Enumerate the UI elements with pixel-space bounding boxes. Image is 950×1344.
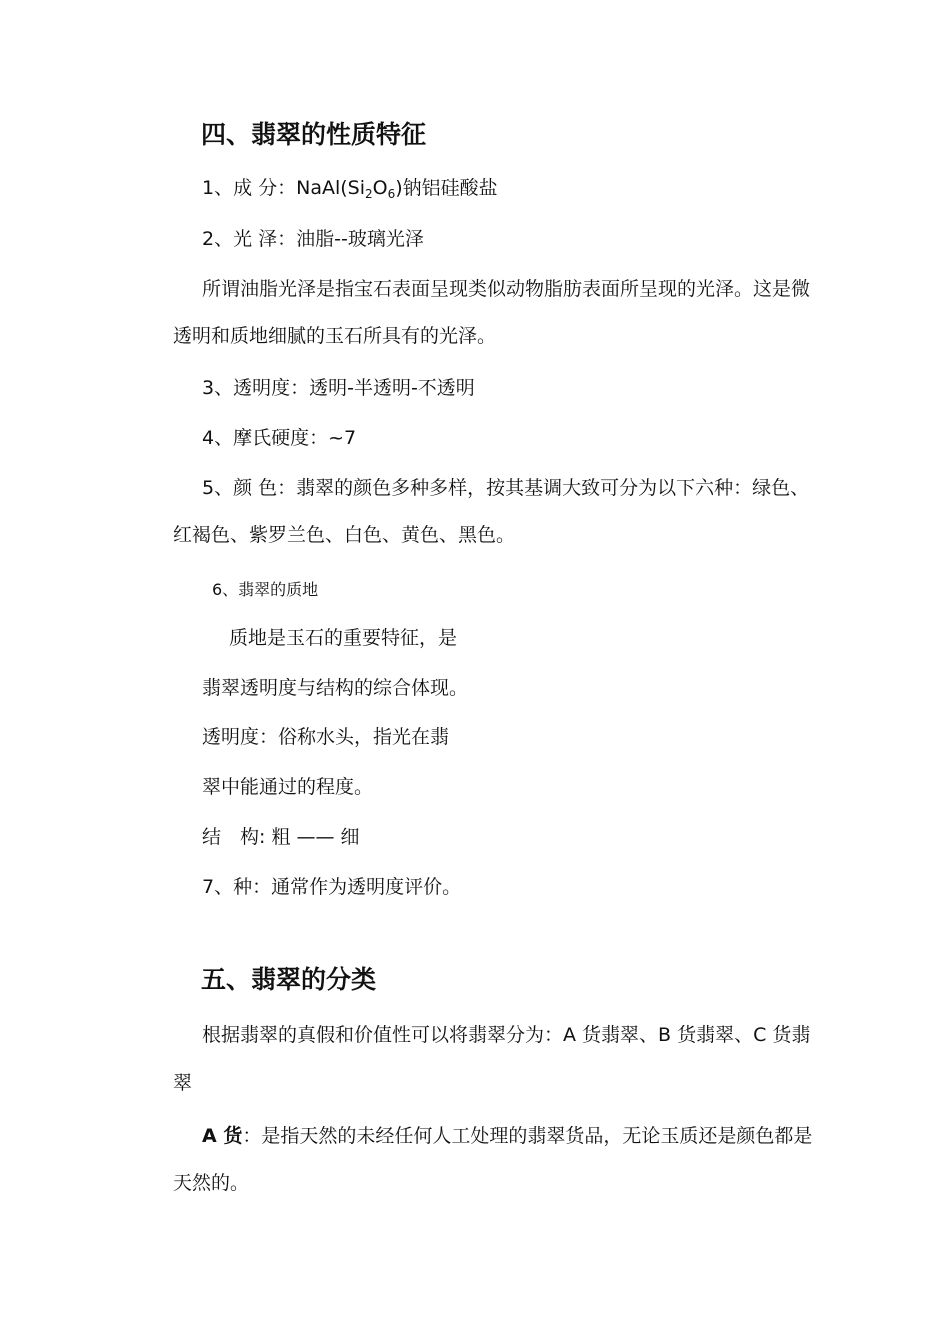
- composition-line: 1、成 分：$NaAl(Si_2O_6)$钠铝硅酸盐: [202, 177, 498, 201]
- texture-line-c: 透明度：俗称水头，指光在翡: [202, 726, 450, 748]
- transparency-line: 3、透明度：透明-半透明-不透明: [202, 377, 475, 399]
- texture-heading: 6、翡翠的质地: [212, 580, 319, 599]
- texture-line-b: 翡翠透明度与结构的综合体现。: [202, 677, 469, 699]
- texture-line-d: 翠中能通过的程度。: [202, 776, 374, 798]
- classification-line-2: 翠: [173, 1072, 193, 1094]
- luster-desc-1: 所谓油脂光泽是指宝石表面呈现类似动物脂肪表面所呈现的光泽。这是微: [202, 278, 811, 300]
- section-4-title: 四、翡翠的性质特征: [201, 120, 427, 149]
- a-grade-line-1: A 货：是指天然的未经任何人工处理的翡翠货品，无论玉质还是颜色都是: [202, 1125, 813, 1147]
- hardness-line: 4、摩氏硬度：~7: [202, 427, 357, 449]
- variety-line: 7、种：通常作为透明度评价。: [202, 876, 462, 898]
- structure-line: 结 构: 粗 —— 细: [202, 826, 360, 848]
- classification-line-1: 根据翡翠的真假和价值性可以将翡翠分为：A 货翡翠、B 货翡翠、C 货翡: [202, 1024, 811, 1046]
- color-line-2: 红褐色、紫罗兰色、白色、黄色、黑色。: [173, 524, 516, 546]
- section-5-title: 五、翡翠的分类: [201, 965, 377, 994]
- texture-line-a: 质地是玉石的重要特征，是: [229, 627, 458, 649]
- luster-line: 2、光 泽：油脂--玻璃光泽: [202, 228, 424, 250]
- a-grade-line-2: 天然的。: [173, 1172, 250, 1194]
- color-line-1: 5、颜 色：翡翠的颜色多种多样，按其基调大致可分为以下六种：绿色、: [202, 477, 810, 499]
- luster-desc-2: 透明和质地细腻的玉石所具有的光泽。: [173, 325, 497, 347]
- a-grade-label: A 货: [202, 1125, 243, 1147]
